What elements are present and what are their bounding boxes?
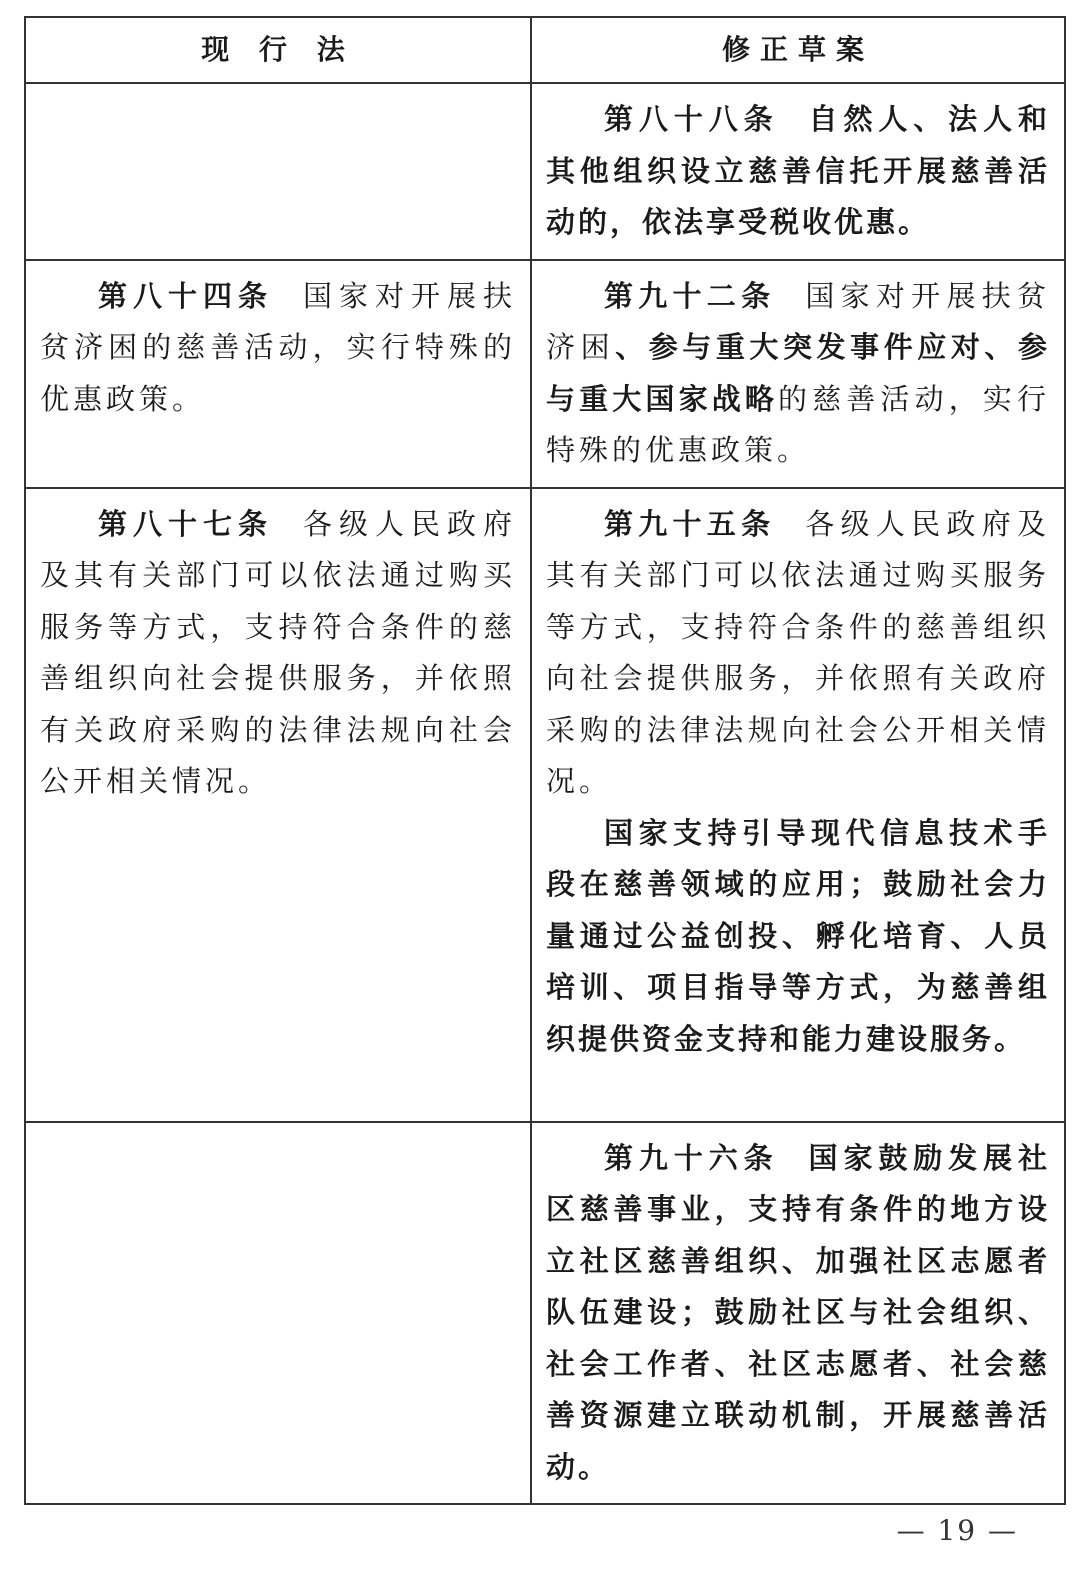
current-law-paragraph (40, 499, 516, 808)
draft-cell (531, 488, 1065, 1122)
amended-paragraph: 国家支持引导现代信息技术手段在慈善领域的应用；鼓励社会力量通过公益创投、孵化培育、人员培训、项目指导等方式，为慈善组织提供资金支持和能力建设服务。 (546, 815, 1050, 1056)
amended-text: 、参与重大突发事件应对、参与重大国家战略 (546, 330, 1050, 416)
draft-paragraph (546, 94, 1050, 249)
article-number: 第八十七条 (98, 506, 273, 541)
article-text: 国家对开展扶贫济困 (546, 278, 1050, 364)
comparison-table (24, 16, 1066, 1505)
draft-paragraph (546, 271, 1050, 477)
article-text: 国家鼓励发展社区慈善事业，支持有条件的地方设立社区慈善组织、加强社区志愿者队伍建设；鼓励社区与社会组织、社会工作者、社区志愿者、社会慈善资源建立联动机制，开展慈善活动。 (546, 1140, 1050, 1484)
table-row (25, 1122, 1065, 1505)
draft-cell (531, 260, 1065, 488)
article-number: 第八十四条 (98, 278, 273, 313)
current-law-cell (25, 260, 531, 488)
header-current-law: 现 行 法 (25, 17, 531, 83)
article-number: 第九十五条 (604, 506, 776, 541)
table-row (25, 83, 1065, 260)
article-text: 国家对开展扶贫济困的慈善活动，实行特殊的优惠政策。 (40, 278, 516, 416)
article-number: 第八十八条 (604, 102, 779, 136)
draft-cell (531, 1122, 1065, 1505)
article-text: 的慈善活动，实行特殊的优惠政策。 (546, 381, 1050, 467)
page-number: — 19 — (896, 1514, 1018, 1547)
article-text: 各级人民政府及其有关部门可以依法通过购买服务等方式，支持符合条件的慈善组织向社会提供服务，并依照有关政府采购的法律法规向社会公开相关情况。 (40, 506, 516, 798)
page-footer (0, 1514, 1080, 1547)
table-row (25, 260, 1065, 488)
article-text: 自然人、法人和其他组织设立慈善信托开展慈善活动的，依法享受税收优惠。 (546, 102, 1050, 239)
header-row (25, 17, 1065, 83)
header-draft: 修正草案 (531, 17, 1065, 83)
current-law-cell (25, 488, 531, 1122)
draft-cell (531, 83, 1065, 260)
draft-paragraph (546, 1133, 1050, 1494)
current-law-cell-empty (25, 83, 531, 260)
article-number: 第九十六条 (604, 1140, 779, 1175)
current-law-paragraph (40, 271, 516, 426)
draft-paragraph (546, 499, 1050, 808)
article-number: 第九十二条 (604, 278, 776, 313)
current-law-cell-empty (25, 1122, 531, 1505)
article-text: 各级人民政府及其有关部门可以依法通过购买服务等方式，支持符合条件的慈善组织向社会提供服务，并依照有关政府采购的法律法规向社会公开相关情况。 (546, 506, 1050, 798)
table-row (25, 488, 1065, 1122)
